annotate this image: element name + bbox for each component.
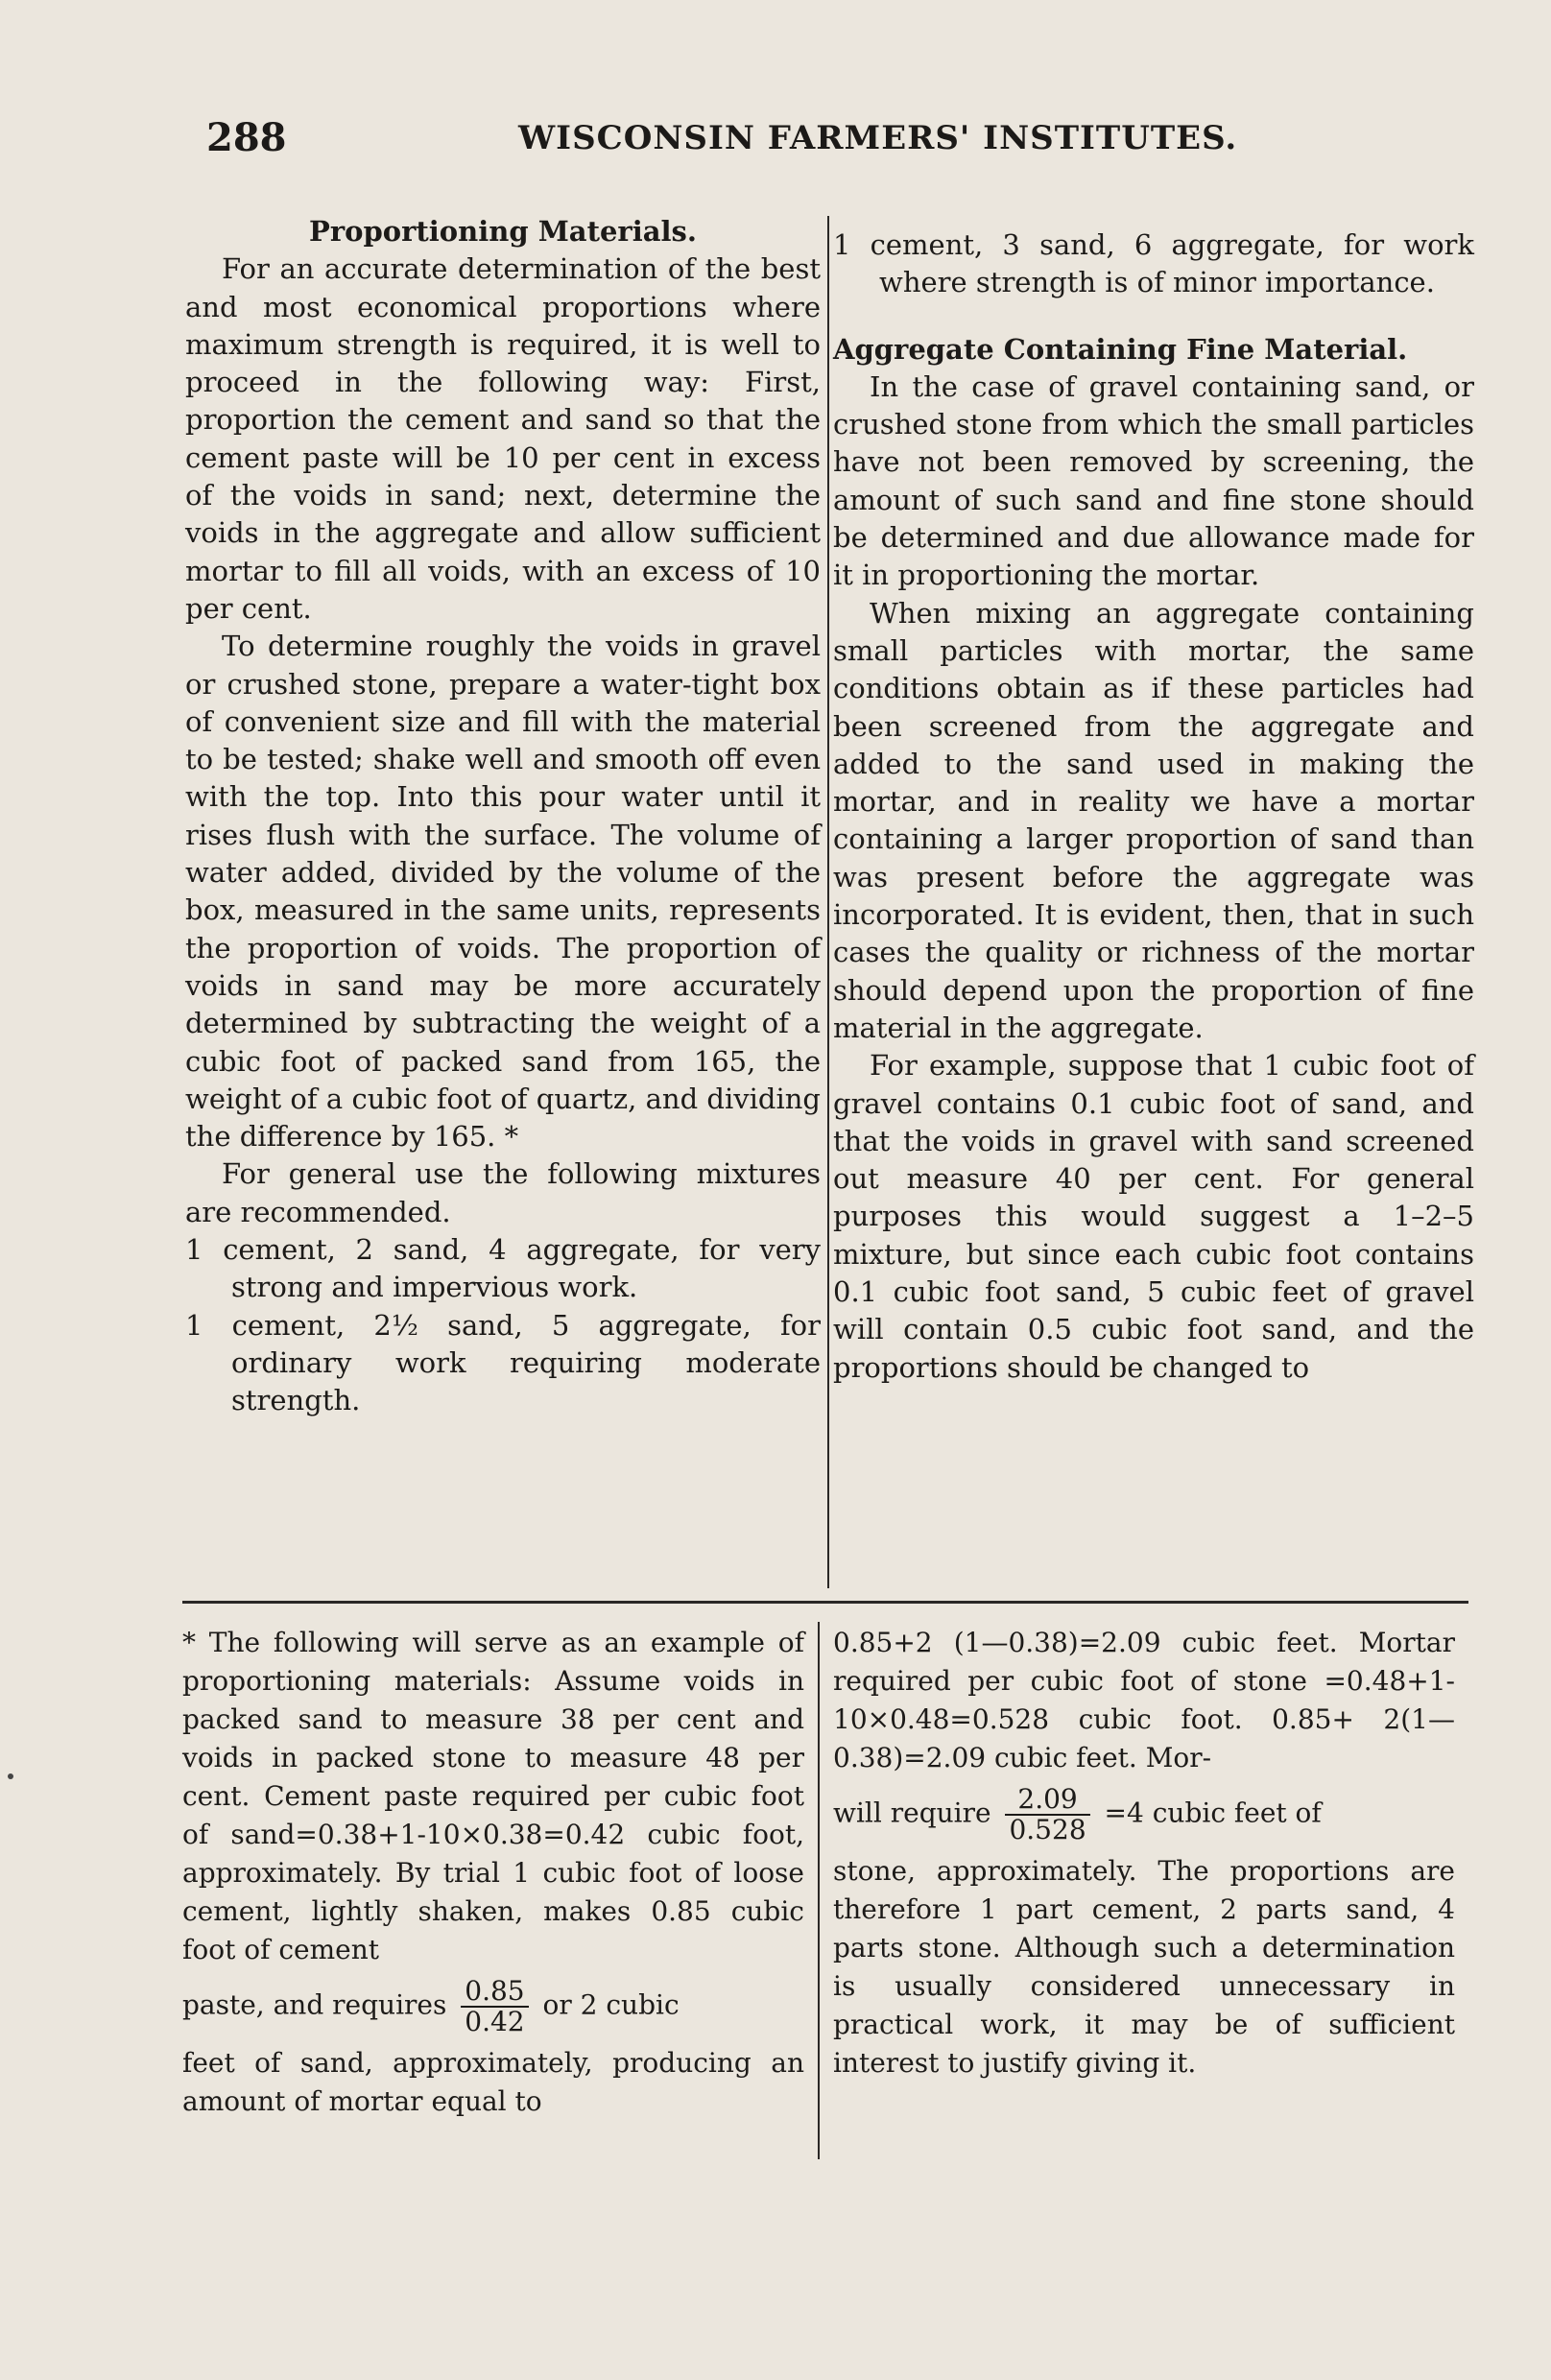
margin-speck bbox=[8, 1773, 13, 1779]
math-text: will require bbox=[833, 1797, 991, 1829]
math-text: =4 cubic feet of bbox=[1104, 1797, 1322, 1829]
footnote-rule bbox=[182, 1601, 1468, 1604]
footnote-text: stone, approximately. The proportions are therefore 1 part cement, 2 parts sand, 4 parts stone. Although such a determination is usually considered unnecessary in practical work, it may be of sufficient interest to justify giving it. bbox=[833, 1855, 1455, 2079]
running-head: WISCONSIN FARMERS' INSTITUTES. bbox=[518, 119, 1238, 157]
right-column bbox=[833, 226, 1474, 1387]
footnote-column-divider bbox=[818, 1622, 820, 2159]
math-text: paste, and requires bbox=[182, 1988, 447, 2021]
page-number: 288 bbox=[206, 115, 287, 160]
paragraph: For example, suppose that 1 cubic foot of gravel contains 0.1 cubic foot of sand, and that the voids in gravel with sand screened out measure 40 per cent. For general purposes this would suggest a 1–2–5 mixture, but since each cubic foot contains 0.1 cubic foot sand, 5 cubic feet of gravel will contain 0.5 cubic foot sand, and the proportions should be changed to bbox=[833, 1049, 1474, 1384]
footnote-text: * The following will serve as an example of proportioning materials: Assume voids in packed sand to measure 38 per cent and voids in packed stone to measure 48 per cent. Cement paste required per cubic foot of sand=0.38+1-10×0.38=0.42 cubic foot, approximately. By trial 1 cubic foot of loose cement, lightly shaken, makes 0.85 cubic foot of cement bbox=[182, 1627, 804, 1965]
fraction-numerator: 0.85 bbox=[461, 1977, 528, 2008]
footnote-text: feet of sand, approximately, producing an amount of mortar equal to bbox=[182, 2047, 804, 2117]
mixture-item: 1 cement, 2½ sand, 5 aggregate, for ordinary work requiring moderate strength. bbox=[185, 1308, 821, 1417]
footnote-math-line bbox=[833, 1785, 1455, 1844]
section-heading-proportioning: Proportioning Materials. bbox=[309, 215, 697, 248]
footnote-left bbox=[182, 1624, 804, 2121]
fraction bbox=[461, 1977, 528, 2036]
mixture-item: 1 cement, 2 sand, 4 aggregate, for very strong and impervious work. bbox=[185, 1233, 821, 1304]
fraction-numerator: 2.09 bbox=[1005, 1785, 1089, 1816]
page-header bbox=[206, 115, 1238, 173]
fraction-denominator: 0.42 bbox=[465, 2006, 525, 2037]
paragraph: For general use the following mixtures are recommended. bbox=[185, 1157, 821, 1228]
left-column bbox=[185, 213, 821, 1420]
fraction-denominator: 0.528 bbox=[1009, 1814, 1086, 1845]
footnote-math-line bbox=[182, 1977, 804, 2036]
fraction bbox=[1005, 1785, 1089, 1844]
mixture-item: 1 cement, 3 sand, 6 aggregate, for work where strength is of minor importance. bbox=[833, 228, 1474, 299]
math-text: or 2 cubic bbox=[542, 1988, 680, 2021]
section-heading-aggregate: Aggregate Containing Fine Material. bbox=[833, 332, 1408, 366]
paragraph: To determine roughly the voids in gravel or crushed stone, prepare a water-tight box of convenient size and fill with the material to be tested; shake well and smooth off even with the top. Into this pour water until it rises flush with the surface. The volume of water added, divided by the volume of the box, measured in the same units, represents the proportion of voids. The proportion of voids in sand may be more accurately determined by subtracting the weight of a cubic foot of packed sand from 165, the weight of a cubic foot of quartz, and dividing the difference by 165. * bbox=[185, 630, 821, 1154]
paragraph: For an accurate determination of the best and most economical proportions where maximum strength is required, it is well to proceed in the following way: First, proportion the cement and sand so that the cement paste will be 10 per cent in excess of the voids in sand; next, determine the voids in the aggregate and allow sufficient mortar to fill all voids, with an excess of 10 per cent. bbox=[185, 252, 821, 625]
paragraph: In the case of gravel containing sand, or crushed stone from which the small particles have not been removed by screening, the amount of such sand and fine stone should be determined and due allowance made for it in proportioning the mortar. bbox=[833, 369, 1474, 592]
paragraph: When mixing an aggregate containing small particles with mortar, the same conditions obtain as if these particles had been screened from the aggregate and added to the sand used in making the mortar, and in reality we have a mortar containing a larger proportion of sand than was present before the aggregate was incorporated. It is evident, then, that in such cases the quality or richness of the mortar should depend upon the proportion of fine material in the aggregate. bbox=[833, 596, 1474, 1044]
column-divider bbox=[827, 216, 829, 1588]
footnote-right bbox=[833, 1624, 1455, 2082]
footnote-text: 0.85+2 (1—0.38)=2.09 cubic feet. Mortar required per cubic foot of stone =0.48+1-10×0.48=0.528 cubic foot. 0.85+ 2(1—0.38)=2.09 cubic feet. Mor- bbox=[833, 1627, 1455, 1773]
